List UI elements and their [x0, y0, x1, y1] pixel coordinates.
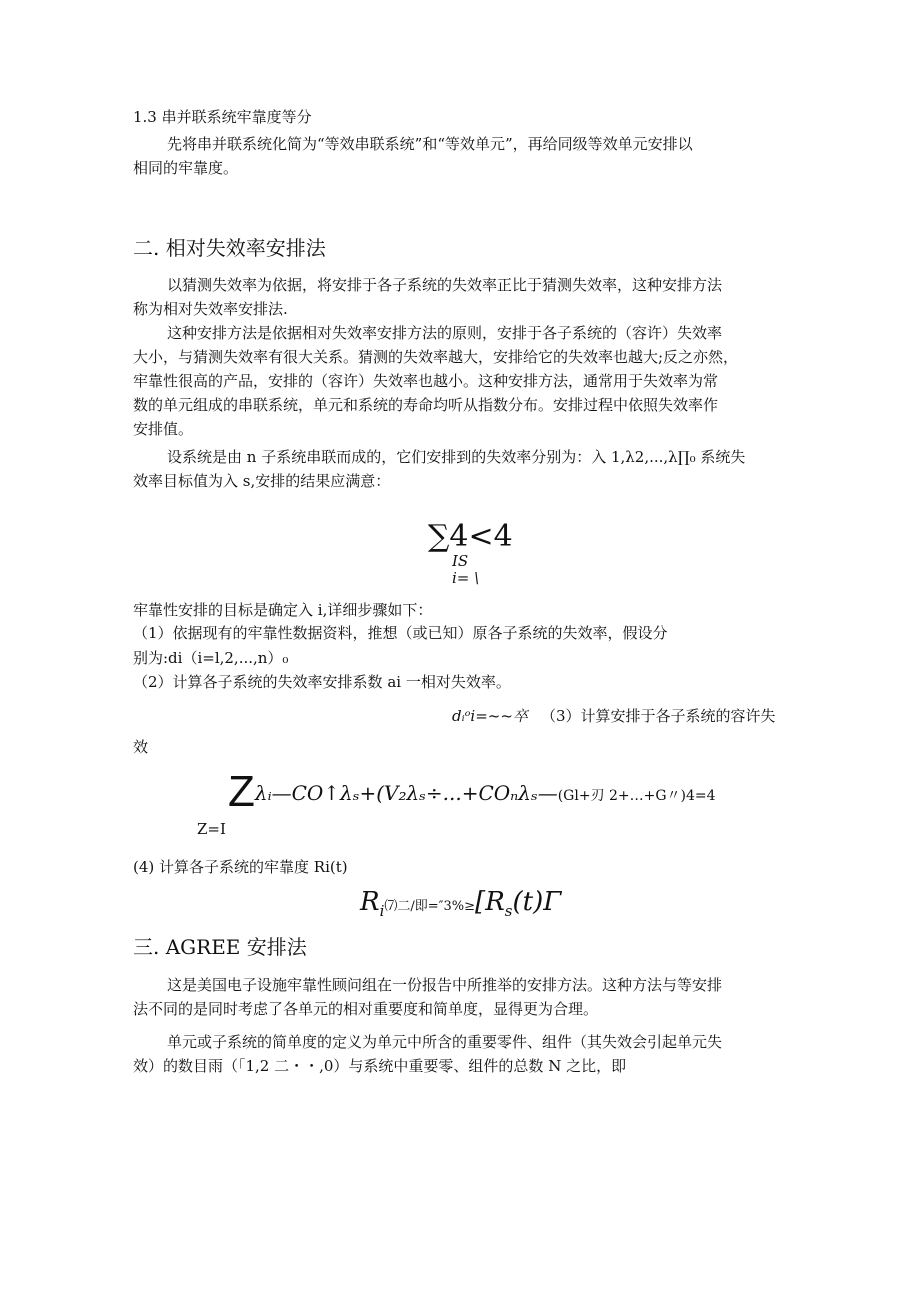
formula-r: R — [360, 887, 380, 917]
text-line: 数的单元组成的串联系统，单元和系统的寿命均听从指数分布。安排过程中依照失效率作 — [133, 396, 719, 414]
allocation-goal-text: 牢靠性安排的目标是确定入 i,详细步骤如下： — [133, 601, 433, 619]
text-line: 相同的牢靠度。 — [133, 159, 239, 177]
formula-bracket-r: [R — [475, 887, 505, 917]
section-1-3-paragraph — [133, 132, 801, 180]
section-3-paragraph-1 — [133, 973, 801, 1021]
text-line: 牢靠性很高的产品，安排的（容许）失效率也越小。这种安排方法，通常用于失效率为常 — [133, 372, 719, 390]
section-2-paragraph-3 — [133, 445, 801, 493]
text-line: 大小，与猜测失效率有很大关系。猜测的失效率越大，安排给它的失效率也越大;反之亦然， — [133, 348, 739, 366]
formula-index-under: Z=I — [197, 820, 226, 838]
formula-big-symbol: Z — [228, 767, 255, 816]
section-2-paragraph-1 — [133, 273, 801, 321]
section-3-paragraph-2 — [133, 1030, 801, 1078]
formula-s-subscript: s — [504, 902, 513, 921]
text-line: 效率目标值为入 s,安排的结果应满意： — [133, 472, 391, 490]
formula-end: (t)Γ — [512, 887, 562, 917]
text-line: 称为相对失效率安排法. — [133, 300, 288, 318]
text-line: 法不同的是同时考虑了各单元的相对重要度和简单度，显得更为合理。 — [133, 1000, 599, 1018]
step-1-continued: 别为:di（i=l,2,...,n）₀ — [133, 649, 289, 667]
formula-term: λᵢ—CO↑λₛ+(V₂λₛ÷...+COₙλₛ— — [254, 781, 558, 805]
text-line: 设系统是由 n 子系统串联而成的，它们安排到的失效率分别为：入 1,λ2,...,λ∏₀ 系统失 — [167, 448, 746, 466]
text-line: 先将串并联系统化简为“等效串联系统”和“等效单元”，再给同级等效单元安排以 — [167, 135, 693, 153]
formula-index: i= \ — [452, 569, 480, 587]
section-2-heading: 二. 相对失效率安排法 — [133, 236, 326, 260]
formula-allocation — [228, 767, 716, 816]
formula-tail: (Gl+刃 2+…+G〃)4=4 — [557, 788, 716, 804]
formula-subscript: IS — [452, 552, 469, 570]
step-2-text: （2）计算各子系统的失效率安排系数 ai 一相对失效率。 — [133, 673, 511, 691]
step-3-continued: 效 — [133, 738, 149, 756]
text-line: 效）的数目雨（「1,2 二・・,0）与系统中重要零、组件的总数 N 之比，即 — [133, 1057, 627, 1075]
formula-reliability — [360, 885, 561, 928]
step-4-text: (4) 计算各子系统的牢靠度 Ri(t) — [133, 858, 348, 876]
section-1-3-heading: 1.3 串并联系统牢靠度等分 — [133, 108, 312, 126]
formula-middle: ⑺二/即=″3%≥ — [384, 899, 476, 914]
text-line: 单元或子系统的简单度的定义为单元中所含的重要零件、组件（其失效会引起单元失 — [167, 1033, 723, 1051]
section-3-heading: 三. AGREE 安排法 — [133, 935, 307, 959]
text-line: 以猜测失效率为依据，将安排于各子系统的失效率正比于猜测失效率，这种安排方法 — [167, 276, 723, 294]
step-3-formula: dᵢᵒi=~~卒 — [452, 707, 528, 725]
text-line: 这是美国电子设施牢靠性顾问组在一份报告中所推举的安排方法。这种方法与等安排 — [167, 976, 723, 994]
step-3-text: （3）计算安排于各子系统的容许失 — [541, 707, 776, 725]
section-2-paragraph-2 — [133, 321, 801, 441]
step-1-text: （1）依据现有的牢靠性数据资料，推想（或已知）原各子系统的失效率，假设分 — [133, 624, 668, 642]
text-line: 安排值。 — [133, 420, 194, 438]
formula-r-subscript: i — [379, 902, 385, 921]
text-line: 这种安排方法是依据相对失效率安排方法的原则，安排于各子系统的（容许）失效率 — [167, 324, 723, 342]
formula-main: ∑4<4 — [428, 519, 513, 554]
